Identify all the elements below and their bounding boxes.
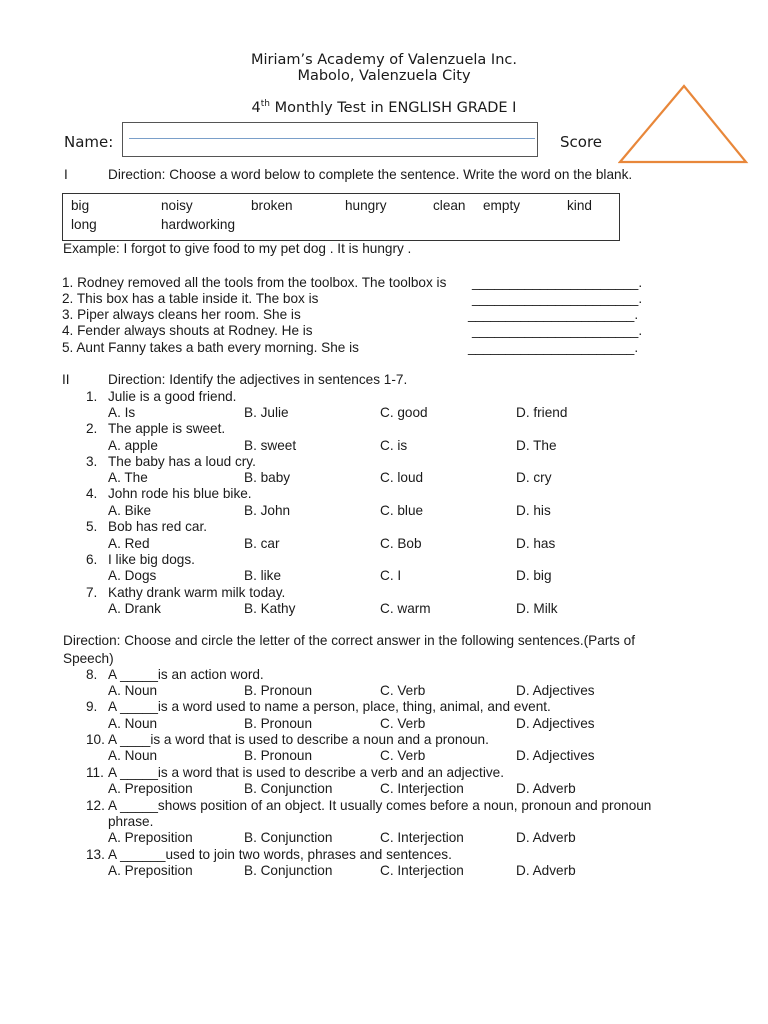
word-bank-item: hardworking — [161, 217, 236, 232]
choice-b[interactable]: B. John — [244, 503, 291, 518]
part2-direction: Direction: Identify the adjectives in sentences 1-7. — [108, 372, 408, 387]
choice-a[interactable]: A. Drank — [108, 601, 161, 616]
question-text: John rode his blue bike. — [108, 486, 252, 501]
fill-item-blank[interactable]: ______________________. — [468, 340, 639, 355]
choice-c[interactable]: C. Verb — [380, 716, 426, 731]
choice-a[interactable]: A. Bike — [108, 503, 152, 518]
choice-c[interactable]: C. Bob — [380, 536, 422, 551]
choice-a[interactable]: A. Noun — [108, 683, 158, 698]
question-number: 9. — [86, 699, 98, 714]
word-bank-item: long — [71, 217, 97, 232]
choice-c[interactable]: C. Interjection — [380, 830, 464, 845]
fill-item-text: 2. This box has a table inside it. The box is — [62, 291, 319, 306]
choice-a[interactable]: A. The — [108, 470, 148, 485]
choice-d[interactable]: D. Milk — [516, 601, 558, 616]
part3-direction-line1: Direction: Choose and circle the letter of the correct answer in the following sentences.(Parts of — [63, 633, 635, 648]
word-bank-item: empty — [483, 198, 521, 213]
choice-a[interactable]: A. Preposition — [108, 863, 193, 878]
question-number: 4. — [86, 486, 98, 501]
question-text: A _____shows position of an object. It usually comes before a noun, pronoun and pronoun — [108, 798, 652, 813]
question-number: 6. — [86, 552, 98, 567]
question-text: A ____is a word that is used to describe a noun and a pronoun. — [108, 732, 489, 747]
choice-c[interactable]: C. warm — [380, 601, 431, 616]
choice-b[interactable]: B. Kathy — [244, 601, 296, 616]
word-bank-item: broken — [251, 198, 293, 213]
name-underline — [129, 138, 535, 139]
choice-d[interactable]: D. Adverb — [516, 863, 576, 878]
choice-b[interactable]: B. Pronoun — [244, 748, 313, 763]
choice-c[interactable]: C. Verb — [380, 748, 426, 763]
choice-d[interactable]: D. Adverb — [516, 781, 576, 796]
word-bank-item: clean — [433, 198, 466, 213]
question-number: 13. — [86, 847, 105, 862]
choice-b[interactable]: B. Pronoun — [244, 683, 313, 698]
score-triangle-icon — [618, 84, 750, 166]
choice-b[interactable]: B. like — [244, 568, 282, 583]
choice-c[interactable]: C. I — [380, 568, 402, 583]
word-bank-item: kind — [567, 198, 592, 213]
choice-b[interactable]: B. sweet — [244, 438, 297, 453]
choice-b[interactable]: B. Conjunction — [244, 830, 333, 845]
choice-c[interactable]: C. is — [380, 438, 408, 453]
choice-d[interactable]: D. Adjectives — [516, 716, 595, 731]
question-text: A _____is an action word. — [108, 667, 264, 682]
word-bank-item: noisy — [161, 198, 193, 213]
question-number: 1. — [86, 389, 98, 404]
name-field[interactable] — [122, 122, 538, 157]
choice-d[interactable]: D. Adjectives — [516, 748, 595, 763]
choice-b[interactable]: B. baby — [244, 470, 291, 485]
fill-item-blank[interactable]: ______________________. — [468, 307, 639, 322]
choice-d[interactable]: D. big — [516, 568, 552, 583]
choice-d[interactable]: D. The — [516, 438, 557, 453]
choice-b[interactable]: B. Julie — [244, 405, 289, 420]
choice-c[interactable]: C. good — [380, 405, 428, 420]
choice-b[interactable]: B. car — [244, 536, 280, 551]
choice-d[interactable]: D. cry — [516, 470, 552, 485]
choice-d[interactable]: D. Adjectives — [516, 683, 595, 698]
test-number: 4 — [251, 100, 261, 116]
fill-item-text: 3. Piper always cleans her room. She is — [62, 307, 301, 322]
question-text: The apple is sweet. — [108, 421, 226, 436]
part3-direction-line2: Speech) — [63, 651, 114, 666]
choice-b[interactable]: B. Conjunction — [244, 863, 333, 878]
choice-a[interactable]: A. Preposition — [108, 830, 193, 845]
choice-c[interactable]: C. Interjection — [380, 781, 464, 796]
question-text: Julie is a good friend. — [108, 389, 237, 404]
question-text: A _____is a word that is used to describe a verb and an adjective. — [108, 765, 504, 780]
choice-d[interactable]: D. Adverb — [516, 830, 576, 845]
question-number: 2. — [86, 421, 98, 436]
question-number: 10. — [86, 732, 105, 747]
choice-d[interactable]: D. his — [516, 503, 551, 518]
word-bank-item: hungry — [345, 198, 387, 213]
choice-c[interactable]: C. Interjection — [380, 863, 464, 878]
word-bank-item: big — [71, 198, 90, 213]
choice-a[interactable]: A. Red — [108, 536, 150, 551]
question-number: 3. — [86, 454, 98, 469]
question-text-continued: phrase. — [108, 814, 154, 829]
choice-d[interactable]: D. has — [516, 536, 556, 551]
choice-c[interactable]: C. loud — [380, 470, 424, 485]
test-title-text: Monthly Test in ENGLISH GRADE I — [270, 100, 517, 116]
score-label: Score — [560, 133, 603, 151]
question-number: 12. — [86, 798, 105, 813]
choice-a[interactable]: A. Noun — [108, 716, 158, 731]
question-number: 5. — [86, 519, 98, 534]
choice-a[interactable]: A. Is — [108, 405, 136, 420]
choice-a[interactable]: A. apple — [108, 438, 158, 453]
fill-item-text: 5. Aunt Fanny takes a bath every morning. She is — [62, 340, 359, 355]
fill-item-text: 4. Fender always shouts at Rodney. He is — [62, 323, 313, 338]
choice-c[interactable]: C. Verb — [380, 683, 426, 698]
choice-c[interactable]: C. blue — [380, 503, 424, 518]
part2-numeral: II — [62, 372, 70, 387]
choice-a[interactable]: A. Dogs — [108, 568, 157, 583]
word-bank — [62, 193, 620, 241]
question-number: 8. — [86, 667, 98, 682]
school-address: Mabolo, Valenzuela City — [297, 68, 471, 84]
choice-a[interactable]: A. Noun — [108, 748, 158, 763]
question-text: A _____is a word used to name a person, place, thing, animal, and event. — [108, 699, 551, 714]
question-text: A ______used to join two words, phrases and sentences. — [108, 847, 452, 862]
choice-a[interactable]: A. Preposition — [108, 781, 193, 796]
example-sentence: Example: I forgot to give food to my pet dog . It is hungry . — [63, 241, 412, 256]
question-text: Kathy drank warm milk today. — [108, 585, 286, 600]
name-label: Name: — [64, 133, 114, 151]
fill-item-blank[interactable]: ______________________. — [472, 291, 643, 306]
choice-d[interactable]: D. friend — [516, 405, 568, 420]
question-text: Bob has red car. — [108, 519, 207, 534]
fill-item-text: 1. Rodney removed all the tools from the toolbox. The toolbox is — [62, 275, 447, 290]
part1-direction: Direction: Choose a word below to complete the sentence. Write the word on the blank. — [108, 167, 633, 182]
fill-item-blank[interactable]: ______________________. — [472, 275, 643, 290]
part1-numeral: I — [64, 167, 68, 182]
test-number-suffix: th — [260, 99, 271, 109]
school-name: Miriam’s Academy of Valenzuela Inc. — [251, 52, 517, 68]
question-text: I like big dogs. — [108, 552, 195, 567]
question-number: 11. — [86, 765, 104, 780]
choice-b[interactable]: B. Conjunction — [244, 781, 333, 796]
choice-b[interactable]: B. Pronoun — [244, 716, 313, 731]
question-text: The baby has a loud cry. — [108, 454, 256, 469]
question-number: 7. — [86, 585, 98, 600]
fill-item-blank[interactable]: ______________________. — [472, 323, 643, 338]
